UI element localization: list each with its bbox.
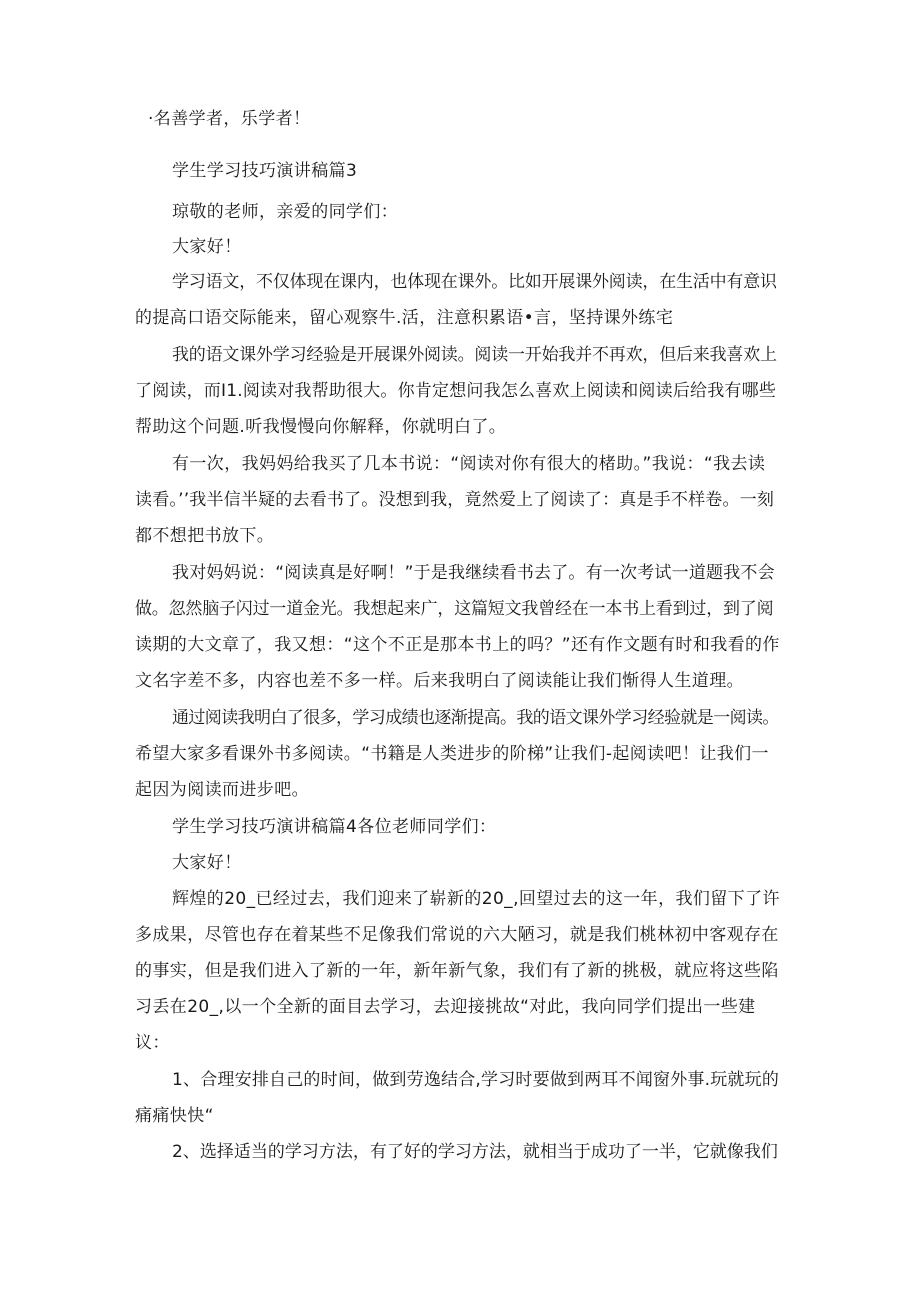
paragraph-line: 我对妈妈说：“阅读真是好啊！”于是我继续看书去了。有一次考试一道题我不会 [172,563,775,583]
paragraph-line: 的提高口语交际能来，留心观察牛.活，注意积累语•言，坚持课外练宅 [135,308,674,328]
paragraph-line: 读看。’’我半信半疑的去看书了。没想到我，竟然爱上了阅读了：真是手不样卷。一刻 [135,490,775,510]
paragraph-line: 都不想把书放下。 [135,526,275,546]
greeting: 大家好！ [172,237,242,257]
paragraph-line: 我的语文课外学习经验是开展课外阅读。阅读一开始我并不再欢，但后来我喜欢上 [172,345,777,365]
paragraph-line: 议： [135,1033,170,1053]
paragraph-line: 帮助这个问题.听我慢慢向你解释，你就明白了。 [135,417,507,437]
salutation: 琼敬的老师，亲爱的同学们： [172,202,399,222]
paragraph-line: 习丢在20_,以一个全新的面目去学习，去迎接挑故“对此，我向同学们提出一些建 [135,997,756,1017]
paragraph-line: 辉煌的20_已经过去，我们迎来了崭新的20_,回望过去的这一年，我们留下了许 [172,889,780,909]
paragraph-line: 做。忽然脑子闪过一道金光。我想起来广，这篇短文我曾经在一本书上看到过，到了阅 [135,599,774,619]
list-item-continuation: 痛痛快快“ [135,1106,214,1126]
section-heading-4: 学生学习技巧演讲稿篇4各位老师同学们： [172,817,497,837]
motto-line: ·名善学者，乐学者！ [148,109,311,129]
greeting: 大家好！ [172,853,242,873]
paragraph-line: 文名字差不多，内容也差不多一样。后来我明白了阅读能让我们惭得人生道理。 [135,671,744,691]
paragraph-line: 读期的大文章了，我又想：“这个不正是那本书上的吗？”还有作文题有时和我看的作 [135,635,780,655]
paragraph-line: 有一次，我妈妈给我买了几本书说：“阅读对你有很大的楮助。”我说：“我去读 [172,454,766,474]
list-item: 2、选择适当的学习方法，有了好的学习方法，就相当于成功了一半，它就像我们 [172,1142,778,1162]
section-heading-3: 学生学习技巧演讲稿篇3 [172,161,358,181]
paragraph-line: 多成果，尽管也存在着某些不足像我们常说的六大陋习，就是我们桃林初中客观存在 [135,925,779,945]
paragraph-line: 的事实，但是我们进入了新的一年，新年新气象，我们有了新的挑极，就应将这些陷 [135,961,779,981]
paragraph-line: 通过阅读我明白了很多，学习成绩也逐渐提高。我的语文课外学习经验就是一阅读。 [172,708,779,728]
paragraph-line: 了阅读，而I1.阅读对我帮助很大。你肯定想问我怎么喜欢上阅读和阅读后给我有哪些 [135,381,777,401]
paragraph-line: 学习语文，不仅体现在课内，也体现在课外。比如开展课外阅读，在生活中有意识 [172,272,777,292]
list-item: 1、合理安排自己的时间，做到劳逸结合,学习时要做到两耳不闻窗外事.玩就玩的 [172,1070,780,1090]
paragraph-line: 希望大家多看课外书多阅读。“书籍是人类进步的阶梯”让我们-起阅读吧！让我们一 [135,744,769,764]
paragraph-line: 起因为阅读而进步吧。 [135,780,309,800]
